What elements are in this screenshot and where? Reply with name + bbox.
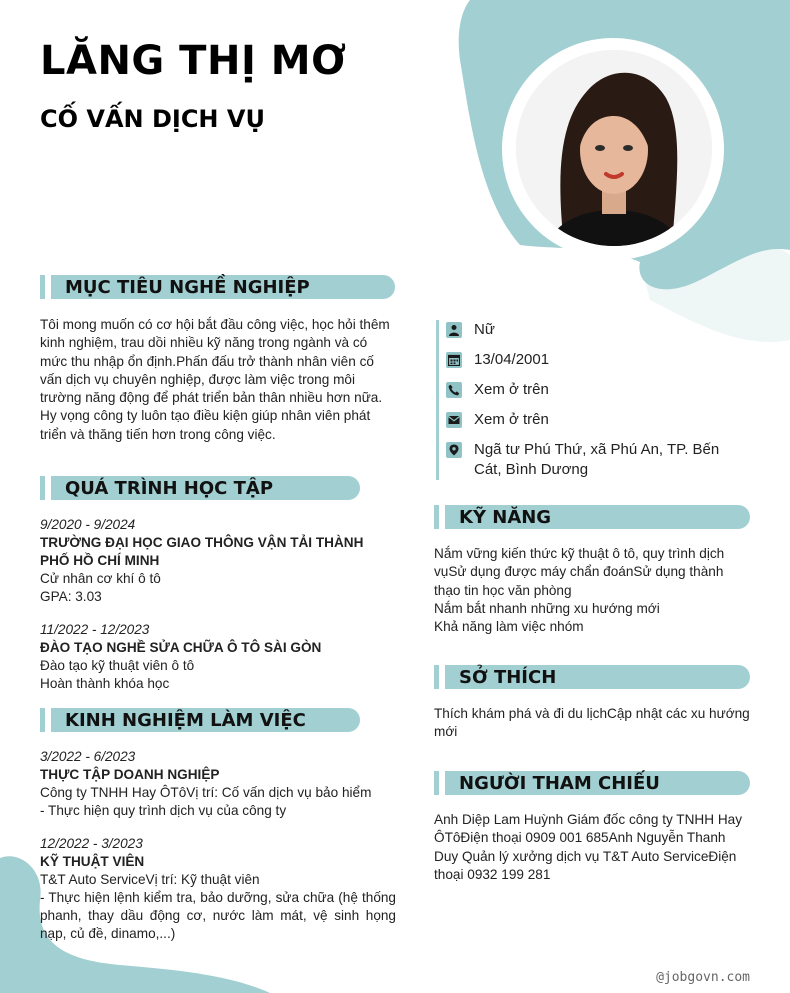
entry-detail: Đào tạo kỹ thuật viên ô tô	[40, 658, 195, 673]
experience-section-header	[40, 708, 360, 732]
entry-detail: Công ty TNHH Hay ÔTôVị trí: Cố vấn dịch vụ bảo hiểm	[40, 785, 372, 800]
section-bar	[40, 476, 45, 500]
experience-entry	[40, 835, 396, 943]
skills-section-header	[434, 505, 750, 529]
avatar	[516, 50, 712, 246]
email-value: Xem ở trên	[474, 411, 549, 428]
hobbies-title: SỞ THÍCH	[459, 667, 557, 688]
entry-detail: Cử nhân cơ khí ô tô	[40, 571, 161, 586]
section-bar	[434, 505, 439, 529]
skill-item: Nắm bắt nhanh những xu hướng mới	[434, 600, 660, 616]
location-pin-icon	[446, 442, 462, 458]
entry-date: 12/2022 - 3/2023	[40, 836, 143, 851]
entry-detail: T&T Auto ServiceVị trí: Kỹ thuật viên	[40, 872, 260, 887]
watermark: @jobgovn.com	[656, 970, 750, 985]
entry-detail: - Thực hiện quy trình dịch vụ của công ty	[40, 803, 287, 818]
entry-detail: Hoàn thành khóa học	[40, 676, 170, 691]
entry-organization: TRƯỜNG ĐẠI HỌC GIAO THÔNG VẬN TẢI THÀNH PHỐ HỒ CHÍ MINH	[40, 535, 364, 568]
phone-value: Xem ở trên	[474, 381, 549, 398]
objective-text: Tôi mong muốn có cơ hội bắt đầu công việc, học hỏi thêm kinh nghiệm, trau dồi nhiều kỹ năng trong ngành và có mức thu nhập ổn định.Phấn đấu trở thành nhân viên cố vấn dịch vụ chuyên nghiệp, được làm việc trong môi trường năng động để phát triển bản thân nhiều hơn nữa. Hy vọng công ty luôn tạo điều kiện giúp nhân viên phát triển và thăng tiến hơn trong công việc.	[40, 317, 390, 442]
references-text: Anh Diệp Lam Huỳnh Giám đốc công ty TNHH Hay ÔTôĐiện thoại 0909 001 685Anh Nguyễn Thanh Duy Quản lý xưởng dịch vụ T&T Auto ServiceĐiện thoại 0932 199 281	[434, 812, 743, 882]
education-entry	[40, 621, 396, 693]
experience-title: KINH NGHIỆM LÀM VIỆC	[65, 710, 306, 731]
education-entry	[40, 516, 396, 606]
avatar-portrait-icon	[516, 50, 712, 246]
address-value: Ngã tư Phú Thứ, xã Phú An, TP. Bến Cát, Bình Dương	[474, 441, 720, 478]
objective-section-header	[40, 275, 395, 299]
entry-date: 9/2020 - 9/2024	[40, 517, 136, 532]
hobbies-section-header	[434, 665, 750, 689]
entry-date: 11/2022 - 12/2023	[40, 622, 150, 637]
education-section-header	[40, 476, 360, 500]
entry-organization: THỰC TẬP DOANH NGHIỆP	[40, 767, 220, 782]
section-bar	[434, 771, 439, 795]
phone-icon	[446, 382, 462, 398]
experience-entry	[40, 748, 396, 820]
gender-value: Nữ	[474, 321, 495, 338]
entry-organization: KỸ THUẬT VIÊN	[40, 854, 145, 869]
skill-item: Khả năng làm việc nhóm	[434, 619, 584, 635]
education-title: QUÁ TRÌNH HỌC TẬP	[65, 478, 274, 499]
references-section-header	[434, 771, 750, 795]
envelope-icon	[446, 412, 462, 428]
entry-detail: - Thực hiện lệnh kiểm tra, bảo dưỡng, sửa chữa (hệ thống phanh, thay dầu động cơ, nước làm mát, vệ sinh họng nạp, củ đề, dinamo,...)	[40, 890, 396, 941]
section-bar	[40, 275, 45, 299]
section-bar	[40, 708, 45, 732]
person-icon	[446, 322, 462, 338]
skills-title: KỸ NĂNG	[459, 507, 552, 528]
references-title: NGƯỜI THAM CHIẾU	[459, 773, 660, 794]
skill-item: Nắm vững kiến thức kỹ thuật ô tô, quy trình dịch vụSử dụng được máy chẩn đoánSử dụng thành thạo tin học văn phòng	[434, 546, 725, 598]
hobbies-text: Thích khám phá và đi du lịchCập nhật các xu hướng mới	[434, 706, 750, 740]
entry-date: 3/2022 - 6/2023	[40, 749, 136, 764]
entry-organization: ĐÀO TẠO NGHỀ SỬA CHỮA Ô TÔ SÀI GÒN	[40, 640, 322, 655]
skills-list	[434, 545, 750, 636]
candidate-role: CỐ VẤN DỊCH VỤ	[40, 105, 265, 133]
birthday-value: 13/04/2001	[474, 351, 550, 368]
calendar-icon	[446, 352, 462, 368]
objective-title: MỤC TIÊU NGHỀ NGHIỆP	[65, 277, 310, 298]
section-bar	[434, 665, 439, 689]
contact-bar	[436, 320, 439, 480]
entry-detail: GPA: 3.03	[40, 589, 102, 604]
candidate-name: LĂNG THỊ MƠ	[40, 38, 347, 84]
